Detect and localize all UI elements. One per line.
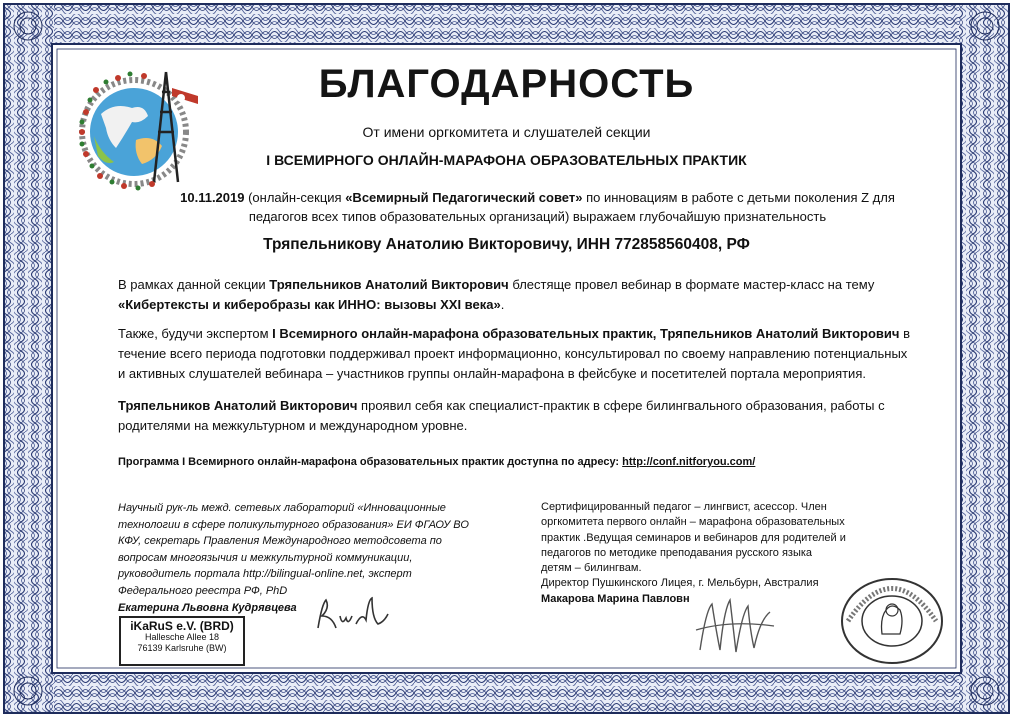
marathon-title: I ВСЕМИРНОГО ОНЛАЙН-МАРАФОНА ОБРАЗОВАТЕЛЬНЫХ ПРАКТИК xyxy=(266,152,747,168)
program-link[interactable]: http://conf.nitforyou.com/ xyxy=(622,456,756,468)
certificate-subtitle: От имени оргкомитета и слушателей секции xyxy=(362,124,651,140)
left-signatory-line: Научный рук-ль межд. сетевых лабораторий «Инновационные xyxy=(118,502,446,514)
right-signatory-line: Директор Пушкинского Лицея, г. Мельбурн, Австралия xyxy=(541,577,819,590)
right-signatory-name: Макарова Марина Павловн xyxy=(541,592,690,605)
right-signatory-line: детям – билингвам. xyxy=(541,562,642,575)
certificate-title: БЛАГОДАРНОСТЬ xyxy=(318,62,695,106)
pushkin-lyceum-seal xyxy=(838,576,946,666)
intro-paragraph: 10.11.2019 (онлайн-секция «Всемирный Педагогический совет» по инновациям в работе с детьми поколения Z для педагогов всех типов образовательных организаций) выражаем глубочайшую признательность xyxy=(180,190,895,224)
right-signatory-line: оргкомитета первого онлайн – марафона образовательных xyxy=(541,516,845,529)
section-name: «Всемирный Педагогический совет» xyxy=(345,190,583,205)
left-signatory-line: вопросам многоязычия и межкультурной коммуникации, xyxy=(118,551,413,564)
paragraph-specialist: Тряпельников Анатолий Викторович проявил себя как специалист-практик в сфере билингвального образования, работы с родителями на межкультурном и международном уровне. xyxy=(118,398,885,433)
left-signatory-line: КФУ, секретарь Правления Международного методсовета по xyxy=(118,535,442,548)
right-signature xyxy=(690,590,780,660)
left-signatory-line: руководитель портала http://bilingual-online.net, эксперт xyxy=(118,568,412,581)
paragraph-webinar: В рамках данной секции Тряпельников Анатолий Викторович блестяще провел вебинар в формате мастер-класс на тему «Кибертексты и киберобразы как ИННО: вызовы XXI века». xyxy=(118,277,875,312)
event-date: 10.11.2019 xyxy=(180,190,245,205)
left-signature xyxy=(312,594,392,634)
left-signatory-block xyxy=(118,500,478,616)
program-line: Программа I Всемирного онлайн-марафона образовательных практик доступна по адресу: http://conf.nitforyou.com/ xyxy=(118,456,756,468)
left-signatory-name: Екатерина Львовна Кудрявцева xyxy=(118,601,297,614)
right-signatory-line: практик .Ведущая семинаров и вебинаров для родителей и xyxy=(541,531,846,544)
left-signatory-line: Федерального реестра РФ, PhD xyxy=(118,584,288,597)
ikarus-stamp: iKaRuS e.V. (BRD) Hallesche Allee 18 76139 Karlsruhe (BW) xyxy=(119,616,245,666)
recipient-name: Тряпельникову Анатолию Викторовичу, ИНН 772858560408, РФ xyxy=(263,236,750,253)
left-signatory-line: технологии в сфере поликультурного образования» ЕИ ФГАОУ ВО xyxy=(118,518,469,531)
right-signatory-line: Сертифицированный педагог – лингвист, асессор. Член xyxy=(541,501,827,513)
paragraph-expert: Также, будучи экспертом I Всемирного онлайн-марафона образовательных практик, Тряпельников Анатолий Викторович в течение всего периода подготовки поддерживал проект информационно, консультировал по своему направлению потенциальных и активных слушателей вебинара – участников группы онлайн-марафона в фейсбуке и посетителей портала мероприятия. xyxy=(118,326,910,381)
right-signatory-line: педагогов по методике преподавания русского языка xyxy=(541,546,813,559)
